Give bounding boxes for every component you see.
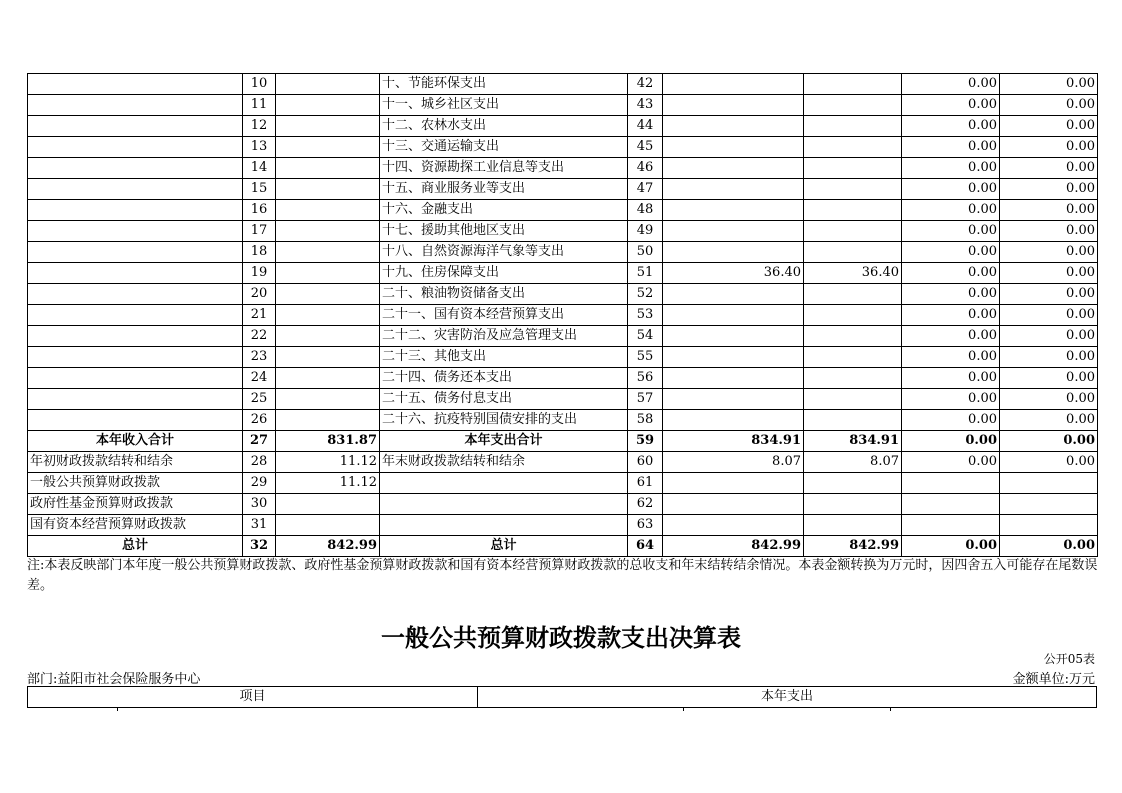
fund-budget-amount: 0.00 [902, 179, 1000, 200]
general-budget-amount [804, 410, 902, 431]
total-amount: 834.91 [663, 431, 804, 452]
total-amount [663, 305, 804, 326]
general-budget-amount: 8.07 [804, 452, 902, 473]
general-budget-amount [804, 242, 902, 263]
left-line-no: 30 [243, 494, 276, 515]
general-budget-amount [804, 347, 902, 368]
state-capital-amount [1000, 494, 1098, 515]
left-label [28, 116, 243, 137]
fund-budget-amount: 0.00 [902, 242, 1000, 263]
left-label [28, 137, 243, 158]
general-budget-amount [804, 158, 902, 179]
state-capital-amount: 0.00 [1000, 305, 1098, 326]
total-amount: 36.40 [663, 263, 804, 284]
total-amount [663, 242, 804, 263]
right-line-no: 56 [628, 368, 663, 389]
left-amount [276, 221, 380, 242]
total-amount [663, 515, 804, 536]
left-amount [276, 494, 380, 515]
table-row [28, 410, 1098, 431]
state-capital-amount: 0.00 [1000, 221, 1098, 242]
right-line-no: 43 [628, 95, 663, 116]
right-label [380, 515, 628, 536]
state-capital-amount: 0.00 [1000, 158, 1098, 179]
total-amount [663, 473, 804, 494]
left-amount [276, 116, 380, 137]
left-amount [276, 410, 380, 431]
right-label: 十一、城乡社区支出 [380, 95, 628, 116]
left-amount [276, 284, 380, 305]
fund-budget-amount: 0.00 [902, 368, 1000, 389]
state-capital-amount: 0.00 [1000, 347, 1098, 368]
left-amount [276, 179, 380, 200]
left-label [28, 221, 243, 242]
left-line-no: 21 [243, 305, 276, 326]
total-amount [663, 368, 804, 389]
fund-budget-amount: 0.00 [902, 389, 1000, 410]
right-label: 十六、金融支出 [380, 200, 628, 221]
right-line-no: 49 [628, 221, 663, 242]
fund-budget-amount: 0.00 [902, 284, 1000, 305]
total-amount [663, 137, 804, 158]
general-budget-amount [804, 494, 902, 515]
right-label: 本年支出合计 [380, 431, 628, 452]
department-label: 部门:益阳市社会保险服务中心 [27, 672, 201, 687]
state-capital-amount: 0.00 [1000, 74, 1098, 95]
page-title: 一般公共预算财政拨款支出决算表 [381, 624, 741, 652]
tick [890, 707, 891, 711]
state-capital-amount: 0.00 [1000, 326, 1098, 347]
right-label: 总计 [380, 536, 628, 557]
table-row [28, 284, 1098, 305]
right-line-no: 46 [628, 158, 663, 179]
general-budget-amount [804, 137, 902, 158]
total-amount [663, 95, 804, 116]
total-amount [663, 74, 804, 95]
right-line-no: 42 [628, 74, 663, 95]
fund-budget-amount: 0.00 [902, 221, 1000, 242]
general-budget-amount [804, 368, 902, 389]
fiscal-allocation-table [27, 73, 1098, 557]
left-line-no: 31 [243, 515, 276, 536]
right-label [380, 494, 628, 515]
right-label: 十五、商业服务业等支出 [380, 179, 628, 200]
total-amount [663, 494, 804, 515]
general-budget-amount [804, 389, 902, 410]
left-amount [276, 95, 380, 116]
right-line-no: 53 [628, 305, 663, 326]
table-row [28, 263, 1098, 284]
left-label [28, 179, 243, 200]
right-label: 十、节能环保支出 [380, 74, 628, 95]
general-budget-amount [804, 473, 902, 494]
left-line-no: 17 [243, 221, 276, 242]
right-line-no: 60 [628, 452, 663, 473]
right-label: 十九、住房保障支出 [380, 263, 628, 284]
unit-label: 金额单位:万元 [1012, 672, 1095, 687]
general-budget-amount [804, 200, 902, 221]
right-label [380, 473, 628, 494]
general-budget-amount: 36.40 [804, 263, 902, 284]
left-line-no: 12 [243, 116, 276, 137]
right-label: 年末财政拨款结转和结余 [380, 452, 628, 473]
state-capital-amount [1000, 515, 1098, 536]
general-budget-amount [804, 305, 902, 326]
left-amount [276, 74, 380, 95]
left-amount: 831.87 [276, 431, 380, 452]
total-amount: 842.99 [663, 536, 804, 557]
fund-budget-amount: 0.00 [902, 410, 1000, 431]
fund-budget-amount: 0.00 [902, 74, 1000, 95]
state-capital-amount: 0.00 [1000, 284, 1098, 305]
left-amount [276, 200, 380, 221]
left-label: 年初财政拨款结转和结余 [28, 452, 243, 473]
table-row [28, 200, 1098, 221]
table-note: 注:本表反映部门本年度一般公共预算财政拨款、政府性基金预算财政拨款和国有资本经营预算财政拨款的总收支和年末结转结余情况。本表金额转换为万元时，因四舍五入可能存在尾数误差。 [27, 558, 1098, 593]
general-budget-amount: 834.91 [804, 431, 902, 452]
left-line-no: 20 [243, 284, 276, 305]
table-row [28, 347, 1098, 368]
table-row [28, 242, 1098, 263]
left-label [28, 410, 243, 431]
table-row [28, 305, 1098, 326]
left-line-no: 22 [243, 326, 276, 347]
header-project: 项目 [28, 687, 478, 707]
table-row [28, 179, 1098, 200]
right-line-no: 45 [628, 137, 663, 158]
table-code: 公开05表 [1043, 652, 1095, 666]
right-line-no: 50 [628, 242, 663, 263]
general-budget-amount [804, 221, 902, 242]
left-amount [276, 242, 380, 263]
fund-budget-amount: 0.00 [902, 95, 1000, 116]
left-label [28, 263, 243, 284]
left-amount: 842.99 [276, 536, 380, 557]
header-current-year-expense: 本年支出 [760, 689, 813, 704]
total-amount [663, 200, 804, 221]
table-row [28, 389, 1098, 410]
table-row [28, 158, 1098, 179]
left-amount [276, 389, 380, 410]
left-line-no: 19 [243, 263, 276, 284]
fund-budget-amount: 0.00 [902, 536, 1000, 557]
fund-budget-amount: 0.00 [902, 137, 1000, 158]
left-label [28, 95, 243, 116]
right-line-no: 63 [628, 515, 663, 536]
right-label: 二十三、其他支出 [380, 347, 628, 368]
left-amount [276, 326, 380, 347]
fund-budget-amount: 0.00 [902, 326, 1000, 347]
state-capital-amount: 0.00 [1000, 116, 1098, 137]
fund-budget-amount [902, 494, 1000, 515]
general-budget-amount: 842.99 [804, 536, 902, 557]
fund-budget-amount: 0.00 [902, 263, 1000, 284]
total-amount [663, 158, 804, 179]
total-amount [663, 389, 804, 410]
left-label: 政府性基金预算财政拨款 [28, 494, 243, 515]
left-label: 国有资本经营预算财政拨款 [28, 515, 243, 536]
left-line-no: 10 [243, 74, 276, 95]
fund-budget-amount: 0.00 [902, 347, 1000, 368]
state-capital-amount [1000, 473, 1098, 494]
right-line-no: 54 [628, 326, 663, 347]
right-line-no: 52 [628, 284, 663, 305]
table-row [28, 74, 1098, 95]
right-line-no: 55 [628, 347, 663, 368]
fund-budget-amount [902, 515, 1000, 536]
left-line-no: 29 [243, 473, 276, 494]
left-label [28, 74, 243, 95]
left-amount: 11.12 [276, 473, 380, 494]
left-label [28, 347, 243, 368]
left-amount: 11.12 [276, 452, 380, 473]
left-amount [276, 158, 380, 179]
left-line-no: 28 [243, 452, 276, 473]
table-row [28, 452, 1098, 473]
left-amount [276, 347, 380, 368]
left-line-no: 18 [243, 242, 276, 263]
fund-budget-amount [902, 473, 1000, 494]
state-capital-amount: 0.00 [1000, 536, 1098, 557]
right-label: 十四、资源勘探工业信息等支出 [380, 158, 628, 179]
right-label: 十八、自然资源海洋气象等支出 [380, 242, 628, 263]
table-row [28, 473, 1098, 494]
fund-budget-amount: 0.00 [902, 431, 1000, 452]
table-row [28, 221, 1098, 242]
left-line-no: 15 [243, 179, 276, 200]
state-capital-amount: 0.00 [1000, 410, 1098, 431]
tick [117, 707, 118, 711]
left-line-no: 27 [243, 431, 276, 452]
total-amount: 8.07 [663, 452, 804, 473]
table-row [28, 515, 1098, 536]
right-line-no: 48 [628, 200, 663, 221]
header-subdivisions [27, 707, 1097, 711]
fund-budget-amount: 0.00 [902, 116, 1000, 137]
table-row [28, 368, 1098, 389]
total-amount [663, 284, 804, 305]
left-label [28, 368, 243, 389]
right-label: 十七、援助其他地区支出 [380, 221, 628, 242]
left-line-no: 23 [243, 347, 276, 368]
left-line-no: 24 [243, 368, 276, 389]
fund-budget-amount: 0.00 [902, 200, 1000, 221]
fund-budget-amount: 0.00 [902, 158, 1000, 179]
general-budget-amount [804, 95, 902, 116]
right-label: 二十四、债务还本支出 [380, 368, 628, 389]
state-capital-amount: 0.00 [1000, 431, 1098, 452]
fund-budget-amount: 0.00 [902, 452, 1000, 473]
table-header [27, 686, 1097, 708]
left-amount [276, 263, 380, 284]
general-budget-amount [804, 326, 902, 347]
table-row [28, 431, 1098, 452]
table-row [28, 326, 1098, 347]
table-row [28, 494, 1098, 515]
left-line-no: 32 [243, 536, 276, 557]
left-line-no: 25 [243, 389, 276, 410]
right-line-no: 44 [628, 116, 663, 137]
total-amount [663, 116, 804, 137]
left-label [28, 158, 243, 179]
right-line-no: 58 [628, 410, 663, 431]
total-amount [663, 326, 804, 347]
table-row [28, 137, 1098, 158]
left-amount [276, 305, 380, 326]
right-label: 十三、交通运输支出 [380, 137, 628, 158]
left-line-no: 16 [243, 200, 276, 221]
right-label: 二十五、债务付息支出 [380, 389, 628, 410]
general-budget-amount [804, 116, 902, 137]
fund-budget-amount: 0.00 [902, 305, 1000, 326]
left-label: 总计 [28, 536, 243, 557]
table-row [28, 95, 1098, 116]
total-amount [663, 410, 804, 431]
right-line-no: 47 [628, 179, 663, 200]
left-line-no: 13 [243, 137, 276, 158]
left-label: 一般公共预算财政拨款 [28, 473, 243, 494]
state-capital-amount: 0.00 [1000, 95, 1098, 116]
right-label: 二十六、抗疫特别国债安排的支出 [380, 410, 628, 431]
general-budget-amount [804, 284, 902, 305]
table-body [28, 74, 1098, 557]
left-amount [276, 368, 380, 389]
state-capital-amount: 0.00 [1000, 179, 1098, 200]
left-label [28, 284, 243, 305]
right-line-no: 51 [628, 263, 663, 284]
left-line-no: 14 [243, 158, 276, 179]
state-capital-amount: 0.00 [1000, 200, 1098, 221]
general-budget-amount [804, 179, 902, 200]
left-line-no: 11 [243, 95, 276, 116]
state-capital-amount: 0.00 [1000, 368, 1098, 389]
tick [683, 707, 684, 711]
left-label: 本年收入合计 [28, 431, 243, 452]
table-row [28, 536, 1098, 557]
right-line-no: 61 [628, 473, 663, 494]
left-label [28, 305, 243, 326]
right-line-no: 62 [628, 494, 663, 515]
left-label [28, 200, 243, 221]
general-budget-amount [804, 74, 902, 95]
left-label [28, 389, 243, 410]
right-line-no: 59 [628, 431, 663, 452]
left-label [28, 242, 243, 263]
total-amount [663, 347, 804, 368]
right-label: 十二、农林水支出 [380, 116, 628, 137]
left-amount [276, 515, 380, 536]
left-line-no: 26 [243, 410, 276, 431]
left-label [28, 326, 243, 347]
state-capital-amount: 0.00 [1000, 263, 1098, 284]
general-budget-amount [804, 515, 902, 536]
state-capital-amount: 0.00 [1000, 242, 1098, 263]
state-capital-amount: 0.00 [1000, 452, 1098, 473]
state-capital-amount: 0.00 [1000, 389, 1098, 410]
total-amount [663, 221, 804, 242]
right-label: 二十二、灾害防治及应急管理支出 [380, 326, 628, 347]
total-amount [663, 179, 804, 200]
left-amount [276, 137, 380, 158]
right-label: 二十一、国有资本经营预算支出 [380, 305, 628, 326]
right-line-no: 64 [628, 536, 663, 557]
right-label: 二十、粮油物资储备支出 [380, 284, 628, 305]
table-row [28, 116, 1098, 137]
state-capital-amount: 0.00 [1000, 137, 1098, 158]
right-line-no: 57 [628, 389, 663, 410]
